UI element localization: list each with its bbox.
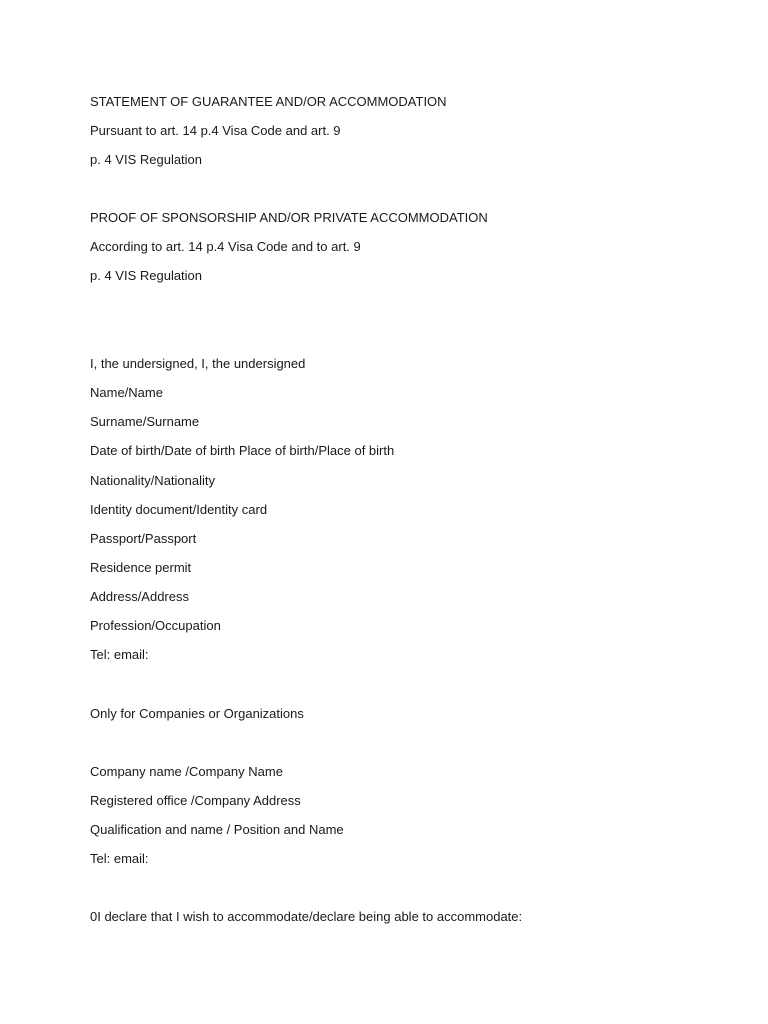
profession-field-label: Profession/Occupation [90,618,221,633]
address-field-label: Address/Address [90,589,189,604]
legal-basis-line-2: p. 4 VIS Regulation [90,152,203,167]
birth-field-label: Date of birth/Date of birth Place of birth/Place of birth [90,443,395,458]
contact-field-label: Tel: email: [90,647,149,662]
document-title: STATEMENT OF GUARANTEE AND/OR ACCOMMODATION [90,94,447,109]
company-contact-label: Tel: email: [90,851,149,866]
legal-basis-alt-line-1: According to art. 14 p.4 Visa Code and to art. 9 [90,239,361,254]
company-address-label: Registered office /Company Address [90,793,301,808]
company-name-label: Company name /Company Name [90,764,283,779]
undersigned-label: I, the undersigned, I, the undersigned [90,356,306,371]
name-field-label: Name/Name [90,385,163,400]
passport-field-label: Passport/Passport [90,531,197,546]
position-name-label: Qualification and name / Position and Name [90,822,344,837]
nationality-field-label: Nationality/Nationality [90,473,216,488]
surname-field-label: Surname/Surname [90,414,200,429]
legal-basis-line-1: Pursuant to art. 14 p.4 Visa Code and art. 9 [90,123,341,138]
legal-basis-alt-line-2: p. 4 VIS Regulation [90,268,203,283]
document-subtitle: PROOF OF SPONSORSHIP AND/OR PRIVATE ACCOMMODATION [90,210,488,225]
residence-permit-label: Residence permit [90,560,192,575]
declaration-statement: 0I declare that I wish to accommodate/declare being able to accommodate: [90,909,523,924]
companies-section-heading: Only for Companies or Organizations [90,706,304,721]
identity-field-label: Identity document/Identity card [90,502,268,517]
